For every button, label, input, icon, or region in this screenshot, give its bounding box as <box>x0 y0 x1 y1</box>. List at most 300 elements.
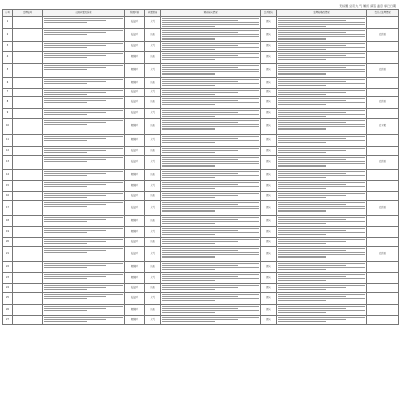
cell-issue <box>43 52 125 64</box>
cell-code <box>13 29 43 42</box>
cell-responsibility <box>367 273 399 284</box>
text-lines <box>278 228 365 236</box>
cell-code <box>13 42 43 52</box>
cell-type: 大气 <box>145 273 161 284</box>
cell-type: 大气 <box>145 156 161 170</box>
text-lines <box>44 157 123 163</box>
text-lines <box>162 148 259 154</box>
text-lines <box>44 148 123 154</box>
cell-area: 海淀区 <box>125 247 145 262</box>
cell-issue <box>43 156 125 170</box>
cell-area: 海淀区 <box>125 293 145 305</box>
cell-type: 大气 <box>145 17 161 29</box>
cell-no: 15 <box>3 181 13 192</box>
text-lines <box>44 120 123 126</box>
cell-handling <box>277 227 367 238</box>
text-lines <box>278 30 365 40</box>
text-lines <box>278 148 365 154</box>
cell-responsibility: 已约谈 <box>367 247 399 262</box>
cell-fact: 属实 <box>261 170 277 181</box>
cell-fact: 属实 <box>261 97 277 109</box>
text-lines <box>44 171 123 177</box>
cell-handling <box>277 273 367 284</box>
cell-type: 其他 <box>145 216 161 227</box>
cell-type: 其他 <box>145 52 161 64</box>
cell-area: 海淀区 <box>125 29 145 42</box>
cell-fact: 属实 <box>261 109 277 119</box>
cell-fact: 属实 <box>261 64 277 78</box>
text-lines <box>278 285 365 291</box>
cell-code <box>13 262 43 273</box>
cell-fact: 属实 <box>261 78 277 89</box>
text-lines <box>162 120 259 130</box>
cell-code <box>13 293 43 305</box>
cell-investigation <box>161 273 261 284</box>
cell-fact: 属实 <box>261 89 277 97</box>
cell-handling <box>277 316 367 325</box>
col-header-fact: 是否属实 <box>261 10 277 17</box>
cell-type: 其他 <box>145 97 161 109</box>
cell-issue <box>43 135 125 147</box>
text-lines <box>278 110 365 118</box>
text-lines <box>44 228 123 234</box>
cell-area: 海淀区 <box>125 89 145 97</box>
cell-fact: 属实 <box>261 284 277 293</box>
cell-no: 24 <box>3 284 13 293</box>
cell-responsibility: 已约谈 <box>367 64 399 78</box>
table-row <box>3 284 399 293</box>
text-lines <box>278 90 365 96</box>
col-header-responsibility: 责任人处理情况 <box>367 10 399 17</box>
cell-responsibility <box>367 262 399 273</box>
cell-no: 23 <box>3 273 13 284</box>
cell-handling <box>277 156 367 170</box>
cell-no: 1 <box>3 17 13 29</box>
cell-issue <box>43 247 125 262</box>
cell-investigation <box>161 17 261 29</box>
cell-investigation <box>161 238 261 247</box>
text-lines <box>278 18 365 28</box>
text-lines <box>278 217 365 225</box>
cell-type: 其他 <box>145 262 161 273</box>
text-lines <box>162 217 259 225</box>
cell-issue <box>43 64 125 78</box>
table-row <box>3 181 399 192</box>
cell-code <box>13 119 43 135</box>
cell-no: 7 <box>3 89 13 97</box>
table-body <box>3 17 399 325</box>
cell-handling <box>277 42 367 52</box>
text-lines <box>44 285 123 291</box>
text-lines <box>162 202 259 212</box>
cell-no: 27 <box>3 316 13 325</box>
text-lines <box>162 274 259 282</box>
cell-code <box>13 97 43 109</box>
table-row <box>3 293 399 305</box>
text-lines <box>44 294 123 300</box>
cell-code <box>13 192 43 201</box>
text-lines <box>44 65 123 71</box>
text-lines <box>162 43 259 51</box>
col-header-issue: 反映问题及诉求 <box>43 10 125 17</box>
col-header-code: 受理编号 <box>13 10 43 17</box>
text-lines <box>162 306 259 314</box>
text-lines <box>278 53 365 61</box>
cell-fact: 属实 <box>261 273 277 284</box>
cell-issue <box>43 216 125 227</box>
cell-code <box>13 227 43 238</box>
cell-code <box>13 181 43 192</box>
cell-no: 11 <box>3 135 13 147</box>
cell-code <box>13 238 43 247</box>
cell-handling <box>277 147 367 156</box>
table-row <box>3 17 399 29</box>
table-row <box>3 52 399 64</box>
table-row <box>3 64 399 78</box>
cell-investigation <box>161 119 261 135</box>
cell-investigation <box>161 29 261 42</box>
cell-no: 9 <box>3 109 13 119</box>
text-lines <box>44 193 123 199</box>
cell-investigation <box>161 181 261 192</box>
cell-issue <box>43 201 125 216</box>
text-lines <box>278 120 365 130</box>
text-lines <box>162 248 259 258</box>
cell-fact: 属实 <box>261 247 277 262</box>
cell-handling <box>277 97 367 109</box>
text-lines <box>162 98 259 106</box>
cell-area: 朝阳区 <box>125 64 145 78</box>
cell-handling <box>277 119 367 135</box>
cell-no: 6 <box>3 78 13 89</box>
cell-investigation <box>161 227 261 238</box>
text-lines <box>278 263 365 271</box>
text-lines <box>44 274 123 280</box>
cell-fact: 属实 <box>261 52 277 64</box>
cell-investigation <box>161 262 261 273</box>
cell-investigation <box>161 135 261 147</box>
cell-no: 12 <box>3 147 13 156</box>
cell-handling <box>277 247 367 262</box>
cell-code <box>13 135 43 147</box>
cell-responsibility <box>367 284 399 293</box>
text-lines <box>278 193 365 199</box>
cell-code <box>13 64 43 78</box>
cell-handling <box>277 89 367 97</box>
text-lines <box>278 171 365 179</box>
cell-investigation <box>161 192 261 201</box>
cell-responsibility <box>367 216 399 227</box>
text-lines <box>162 53 259 61</box>
text-lines <box>162 228 259 236</box>
cell-type: 其他 <box>145 119 161 135</box>
cell-handling <box>277 64 367 78</box>
text-lines <box>44 263 123 269</box>
cell-handling <box>277 52 367 64</box>
table-row <box>3 109 399 119</box>
text-lines <box>44 202 123 208</box>
cell-investigation <box>161 247 261 262</box>
col-header-no: 序号 <box>3 10 13 17</box>
cell-responsibility <box>367 147 399 156</box>
table-row <box>3 29 399 42</box>
cell-responsibility <box>367 181 399 192</box>
cell-no: 18 <box>3 216 13 227</box>
cell-fact: 属实 <box>261 227 277 238</box>
text-lines <box>278 248 365 258</box>
text-lines <box>278 136 365 144</box>
table-row <box>3 201 399 216</box>
cell-handling <box>277 305 367 316</box>
cell-issue <box>43 147 125 156</box>
cell-investigation <box>161 78 261 89</box>
cell-type: 大气 <box>145 89 161 97</box>
table-header-row <box>3 10 399 17</box>
cell-area: 朝阳区 <box>125 216 145 227</box>
cell-area: 海淀区 <box>125 192 145 201</box>
text-lines <box>44 248 123 254</box>
cell-no: 22 <box>3 262 13 273</box>
cell-responsibility <box>367 17 399 29</box>
cell-handling <box>277 78 367 89</box>
cell-fact: 属实 <box>261 119 277 135</box>
cell-issue <box>43 119 125 135</box>
table-row <box>3 227 399 238</box>
cell-issue <box>43 78 125 89</box>
cell-area: 海淀区 <box>125 201 145 216</box>
col-header-area: 所属区县 <box>125 10 145 17</box>
cell-code <box>13 78 43 89</box>
cell-issue <box>43 273 125 284</box>
text-lines <box>44 317 123 323</box>
cell-handling <box>277 284 367 293</box>
cell-investigation <box>161 97 261 109</box>
cell-fact: 属实 <box>261 238 277 247</box>
table-row <box>3 135 399 147</box>
table-row <box>3 238 399 247</box>
cell-no: 10 <box>3 119 13 135</box>
table-row <box>3 119 399 135</box>
text-lines <box>278 98 365 106</box>
text-lines <box>44 239 123 245</box>
cell-code <box>13 316 43 325</box>
cell-responsibility <box>367 52 399 64</box>
cell-handling <box>277 181 367 192</box>
cell-area: 朝阳区 <box>125 316 145 325</box>
text-lines <box>44 98 123 104</box>
table-row <box>3 273 399 284</box>
cell-code <box>13 305 43 316</box>
cell-investigation <box>161 316 261 325</box>
cell-area: 朝阳区 <box>125 52 145 64</box>
text-lines <box>162 79 259 87</box>
cell-code <box>13 52 43 64</box>
cell-type: 大气 <box>145 201 161 216</box>
cell-type: 其他 <box>145 238 161 247</box>
cell-area: 海淀区 <box>125 42 145 52</box>
table-row <box>3 89 399 97</box>
cell-type: 大气 <box>145 109 161 119</box>
cell-responsibility <box>367 170 399 181</box>
text-lines <box>278 239 365 245</box>
cell-area: 朝阳区 <box>125 135 145 147</box>
cell-area: 朝阳区 <box>125 119 145 135</box>
cell-fact: 属实 <box>261 156 277 170</box>
cell-area: 海淀区 <box>125 156 145 170</box>
cell-type: 其他 <box>145 29 161 42</box>
cell-area: 海淀区 <box>125 284 145 293</box>
table-row <box>3 247 399 262</box>
text-lines <box>278 274 365 282</box>
cell-no: 20 <box>3 238 13 247</box>
cell-handling <box>277 262 367 273</box>
cell-type: 大气 <box>145 293 161 305</box>
text-lines <box>162 285 259 291</box>
cell-issue <box>43 29 125 42</box>
text-lines <box>44 217 123 223</box>
cell-issue <box>43 293 125 305</box>
text-lines <box>162 65 259 75</box>
cell-responsibility <box>367 109 399 119</box>
cell-fact: 属实 <box>261 305 277 316</box>
cell-type: 其他 <box>145 147 161 156</box>
cell-responsibility: 已约谈 <box>367 201 399 216</box>
cell-code <box>13 147 43 156</box>
text-lines <box>44 30 123 36</box>
cell-issue <box>43 305 125 316</box>
cell-area: 朝阳区 <box>125 78 145 89</box>
cell-code <box>13 89 43 97</box>
cell-no: 4 <box>3 52 13 64</box>
text-lines <box>278 306 365 314</box>
cell-fact: 属实 <box>261 262 277 273</box>
cell-investigation <box>161 147 261 156</box>
cell-handling <box>277 216 367 227</box>
text-lines <box>278 317 365 323</box>
text-lines <box>44 90 123 96</box>
text-lines <box>162 157 259 167</box>
text-lines <box>44 79 123 85</box>
cell-handling <box>277 293 367 305</box>
cell-issue <box>43 238 125 247</box>
cell-no: 26 <box>3 305 13 316</box>
cell-area: 朝阳区 <box>125 170 145 181</box>
text-lines <box>162 18 259 28</box>
cell-code <box>13 201 43 216</box>
cell-responsibility: 已立案 <box>367 119 399 135</box>
cell-no: 13 <box>3 156 13 170</box>
cell-investigation <box>161 156 261 170</box>
complaint-table <box>2 9 399 325</box>
text-lines <box>278 182 365 190</box>
cell-area: 海淀区 <box>125 238 145 247</box>
table-row <box>3 42 399 52</box>
cell-fact: 属实 <box>261 181 277 192</box>
cell-responsibility <box>367 316 399 325</box>
cell-code <box>13 273 43 284</box>
cell-no: 17 <box>3 201 13 216</box>
cell-area: 海淀区 <box>125 147 145 156</box>
text-lines <box>44 110 123 116</box>
cell-issue <box>43 284 125 293</box>
cell-handling <box>277 29 367 42</box>
text-lines <box>162 294 259 302</box>
cell-handling <box>277 201 367 216</box>
table-row <box>3 97 399 109</box>
cell-investigation <box>161 89 261 97</box>
cell-fact: 属实 <box>261 29 277 42</box>
col-header-handling: 处理和整改情况 <box>277 10 367 17</box>
table-row <box>3 78 399 89</box>
cell-investigation <box>161 42 261 52</box>
text-lines <box>162 239 259 245</box>
cell-type: 大气 <box>145 247 161 262</box>
cell-type: 大气 <box>145 181 161 192</box>
cell-issue <box>43 17 125 29</box>
cell-handling <box>277 135 367 147</box>
cell-fact: 属实 <box>261 293 277 305</box>
text-lines <box>44 182 123 188</box>
cell-issue <box>43 170 125 181</box>
cell-handling <box>277 192 367 201</box>
cell-area: 朝阳区 <box>125 262 145 273</box>
text-lines <box>278 202 365 212</box>
cell-fact: 属实 <box>261 147 277 156</box>
text-lines <box>44 18 123 24</box>
cell-investigation <box>161 64 261 78</box>
table-row <box>3 156 399 170</box>
cell-code <box>13 247 43 262</box>
cell-no: 25 <box>3 293 13 305</box>
cell-no: 2 <box>3 29 13 42</box>
cell-type: 大气 <box>145 42 161 52</box>
text-lines <box>162 110 259 118</box>
cell-handling <box>277 170 367 181</box>
cell-type: 大气 <box>145 135 161 147</box>
cell-responsibility <box>367 192 399 201</box>
cell-fact: 属实 <box>261 216 277 227</box>
table-row <box>3 316 399 325</box>
cell-investigation <box>161 293 261 305</box>
cell-issue <box>43 181 125 192</box>
cell-code <box>13 284 43 293</box>
cell-area: 海淀区 <box>125 109 145 119</box>
cell-code <box>13 170 43 181</box>
cell-handling <box>277 238 367 247</box>
cell-no: 14 <box>3 170 13 181</box>
cell-type: 大气 <box>145 64 161 78</box>
cell-no: 8 <box>3 97 13 109</box>
text-lines <box>162 90 259 96</box>
table-row <box>3 216 399 227</box>
cell-code <box>13 17 43 29</box>
cell-fact: 属实 <box>261 316 277 325</box>
header-right-text: 无标题 总页九 气 履历 请签 盖章 承已日期 <box>339 4 396 8</box>
cell-fact: 属实 <box>261 17 277 29</box>
cell-area: 朝阳区 <box>125 273 145 284</box>
cell-area: 朝阳区 <box>125 305 145 316</box>
cell-type: 其他 <box>145 192 161 201</box>
text-lines <box>162 30 259 40</box>
text-lines <box>278 157 365 167</box>
cell-fact: 属实 <box>261 135 277 147</box>
text-lines <box>162 193 259 199</box>
cell-area: 海淀区 <box>125 17 145 29</box>
cell-area: 朝阳区 <box>125 181 145 192</box>
text-lines <box>162 171 259 179</box>
table-row <box>3 147 399 156</box>
cell-no: 3 <box>3 42 13 52</box>
